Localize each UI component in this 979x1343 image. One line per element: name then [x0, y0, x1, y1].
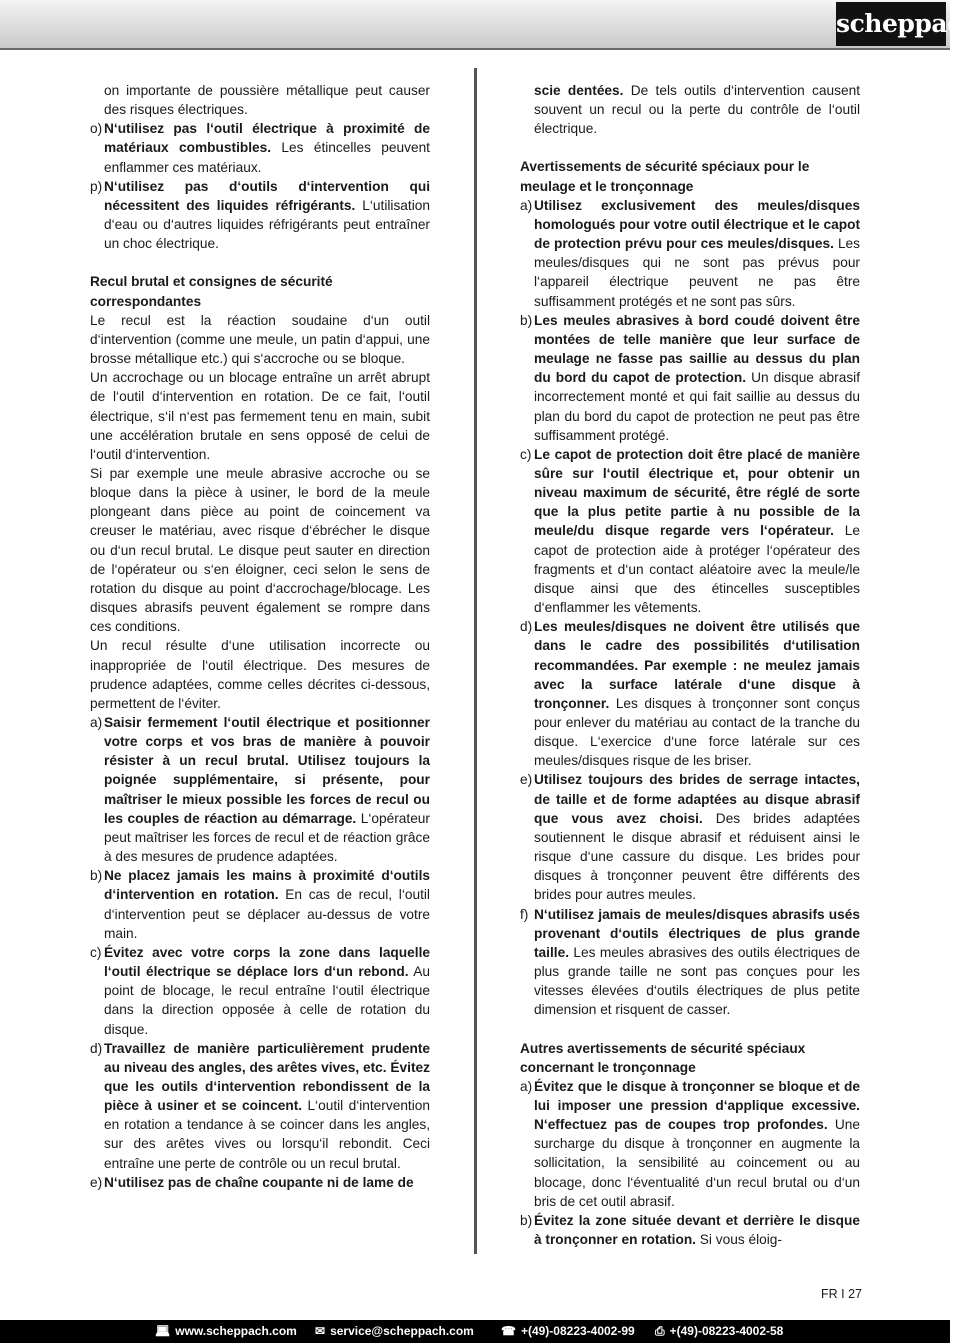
continued-text: scie dentées. De tels outils d‘intervention causent souvent un recul ou la perte du contrôle de l‘outil électrique. — [534, 83, 860, 137]
list-item: b) Les meules abrasives à bord coudé doivent être montées de telle manière que leur surface de meulage ne fasse pas saillie au dessus du plan du bord du capot de protection. Un disque abrasif incorrectement monté et qui fait saillie au dessus du plan du bord du capot de protection ne peut pas être suffisamment protégé. — [520, 312, 861, 443]
list-item: d) Travaillez de manière particulièrement prudente au niveau des angles, des arêtes vives, etc. Évitez que les outils d‘intervention rebondissent de la pièce à usiner et se coincent. L‘outil d‘intervention en rotation a tendance à se coincer dans les angles, sur des arêtes vives ou lorsqu‘il rebondit. Ceci entraîne une perte de contrôle ou un recul brutal. — [90, 1040, 430, 1171]
list-item: e) N‘utilisez pas de chaîne coupante ni de lame de — [90, 1174, 414, 1190]
list-item: p) N‘utilisez pas d‘outils d‘intervention qui nécessitent des liquides réfrigérants. L‘utilisation d‘eau ou d‘autres liquides réfrigérants peut entraîner un choc électrique. — [90, 178, 430, 252]
list-item: c) Évitez avec votre corps la zone dans laquelle l‘outil électrique se déplace lors d‘un rebond. Au point de blocage, le recul entraîne l‘outil électrique dans la direction opposée à celle de rotation du disque. — [90, 944, 430, 1037]
brand-logo: scheppach — [836, 2, 946, 46]
list-item: o) N‘utilisez pas l‘outil électrique à proximité de matériaux combustibles. Les étincelles peuvent enflammer ces matériaux. — [90, 121, 430, 175]
paragraph: Le recul est la réaction soudaine d‘un outil d‘intervention (comme une meule, un patin d‘appui, une brosse métallique etc.) qui s‘accroche ou se bloque. — [90, 312, 430, 367]
list-item: b) Ne placez jamais les mains à proximité d‘outils d‘intervention en rotation. En cas de recul, l‘outil d‘intervention peut se déplacer au-dessus de votre main. — [90, 868, 430, 941]
list-item: c) Le capot de protection doit être placé de manière sûre sur l‘outil électrique et, pour obtenir un niveau maximum de sécurité, être réglé de sorte que la plus petite partie à nu possible de la meule/du disque regarde vers l‘opérateur. Le capot de protection aide à protéger l‘opérateur des fragments et d‘un contact aléatoire avec la meule/le disque ainsi que des étincelles susceptibles d‘enflammer les vêtements. — [520, 446, 860, 616]
paragraph: Si par exemple une meule abrasive accroche ou se bloque dans la pièce à usiner, le bord de la meule plongeant dans pièce au point de coincement va creuser le matériau, avec risque d‘ébrécher le disque ou d‘un recul brutal. Le disque peut sauter en direction de l‘opérateur ou s‘en éloigner, ceci selon le sens de rotation du disque au point d‘accrochage/blocage. Les disques abrasifs peuvent également se rompre dans ces conditions. — [90, 465, 430, 635]
section-heading: Avertissements de sécurité spéciaux pour le meulage et le tronçonnage — [520, 159, 810, 194]
list-item: f) N‘utilisez jamais de meules/disques abrasifs usés provenant d‘outils électriques de plus grande taille. Les meules abrasives des outils électriques de plus grande taille ne sont pas conçues pour les vitesses élevées d‘outils électriques de plus petite dimension et risquent de casser. — [520, 906, 860, 1018]
list-item: e) Utilisez toujours des brides de serrage intactes, de taille et de forme adaptées au disque abrasif que vous avez choisi. Des brides adaptées soutiennent le disque abrasif et réduisent ainsi le risque d‘une cassure du disque. Les brides pour disques à tronçonner peuvent être différents des brides pour autres meules. — [520, 772, 860, 903]
footer-phone: ☎︎ +(49)-08223-4002-99 — [501, 1324, 635, 1338]
left-column — [90, 81, 430, 1192]
column-divider — [474, 68, 477, 1254]
list-item: d) Les meules/disques ne doivent être utilisés que dans le cadre des possibilités d‘utilisation recommandées. Par exemple : ne meulez jamais avec la surface latérale d‘une disque à tronçonner. Les disques à tronçonner sont conçus pour enlever du matériau au contact de la tranche du disque. L‘exercice d‘une force latérale sur ces meules/disques risque de les briser. — [520, 619, 860, 769]
list-item: a) Saisir fermement l‘outil électrique et positionner votre corps et vos bras de manière à pouvoir résister à un recul brutal. Utilisez toujours la poignée supplémentaire, si présente, pour maîtriser le mieux possible les forces de recul ou les couples de réaction au démarrage. L‘opérateur peut maîtriser les forces de recul et de réaction grâce à des mesures de prudence adaptées. — [90, 715, 430, 865]
envelope-icon: ✉︎ — [315, 1324, 326, 1338]
list-item: a) Évitez que le disque à tronçonner se bloque et de lui imposer une pression d‘applique excessive. N‘effectuez pas de coupes trop profondes. Une surcharge du disque à tronçonner en augmente la sollicitation, la sensibilité au coincement ou au blocage, donc l‘éventualité d‘un recul brutal ou d‘un bris de cet outil abrasif. — [520, 1078, 860, 1209]
footer-web[interactable]: 💻︎ www.scheppach.com — [155, 1324, 297, 1338]
footer-fax: ⎙ +(49)-08223-4002-58 — [655, 1324, 784, 1338]
page-number: FR I 27 — [821, 1287, 862, 1301]
laptop-icon: 💻︎ — [155, 1324, 171, 1338]
header-band — [0, 0, 950, 50]
section-heading: Autres avertissements de sécurité spéciaux concernant le tronçonnage — [520, 1040, 806, 1075]
paragraph: Un recul résulte d‘une utilisation incorrecte ou inappropriée de l‘outil électrique. Des mesures de prudence adaptées, comme celles décrites ci-dessous, permettent de l‘éviter. — [90, 638, 430, 711]
continued-text: on importante de poussière métallique peut causer des risques électriques. — [104, 83, 430, 118]
list-item: a) Utilisez exclusivement des meules/disques homologués pour votre outil électrique et le capot de protection prévu pour ces meules/disques. Les meules/disques qui ne sont pas prévus pour l‘appareil électrique peuvent ne pas être suffisamment protégés et ne sont pas sûrs. — [520, 197, 861, 309]
fax-icon: ⎙ — [655, 1324, 665, 1338]
footer-email[interactable]: ✉︎ service@scheppach.com — [315, 1324, 474, 1338]
list-item: b) Évitez la zone située devant et derrière le disque à tronçonner en rotation. Si vous éloig- — [520, 1212, 860, 1248]
phone-icon: ☎︎ — [501, 1324, 516, 1338]
paragraph: Un accrochage ou un blocage entraîne un arrêt abrupt de l‘outil d‘intervention en rotation. De ce fait, l‘outil électrique, s‘il n‘est pas fermement tenu en main, subit une accélération brutale en sens opposé de celui de l‘outil d‘intervention. — [90, 370, 430, 462]
right-column — [520, 81, 860, 1249]
section-heading: Recul brutal et consignes de sécurité correspondantes — [90, 274, 333, 309]
footer-bar — [0, 1320, 950, 1343]
